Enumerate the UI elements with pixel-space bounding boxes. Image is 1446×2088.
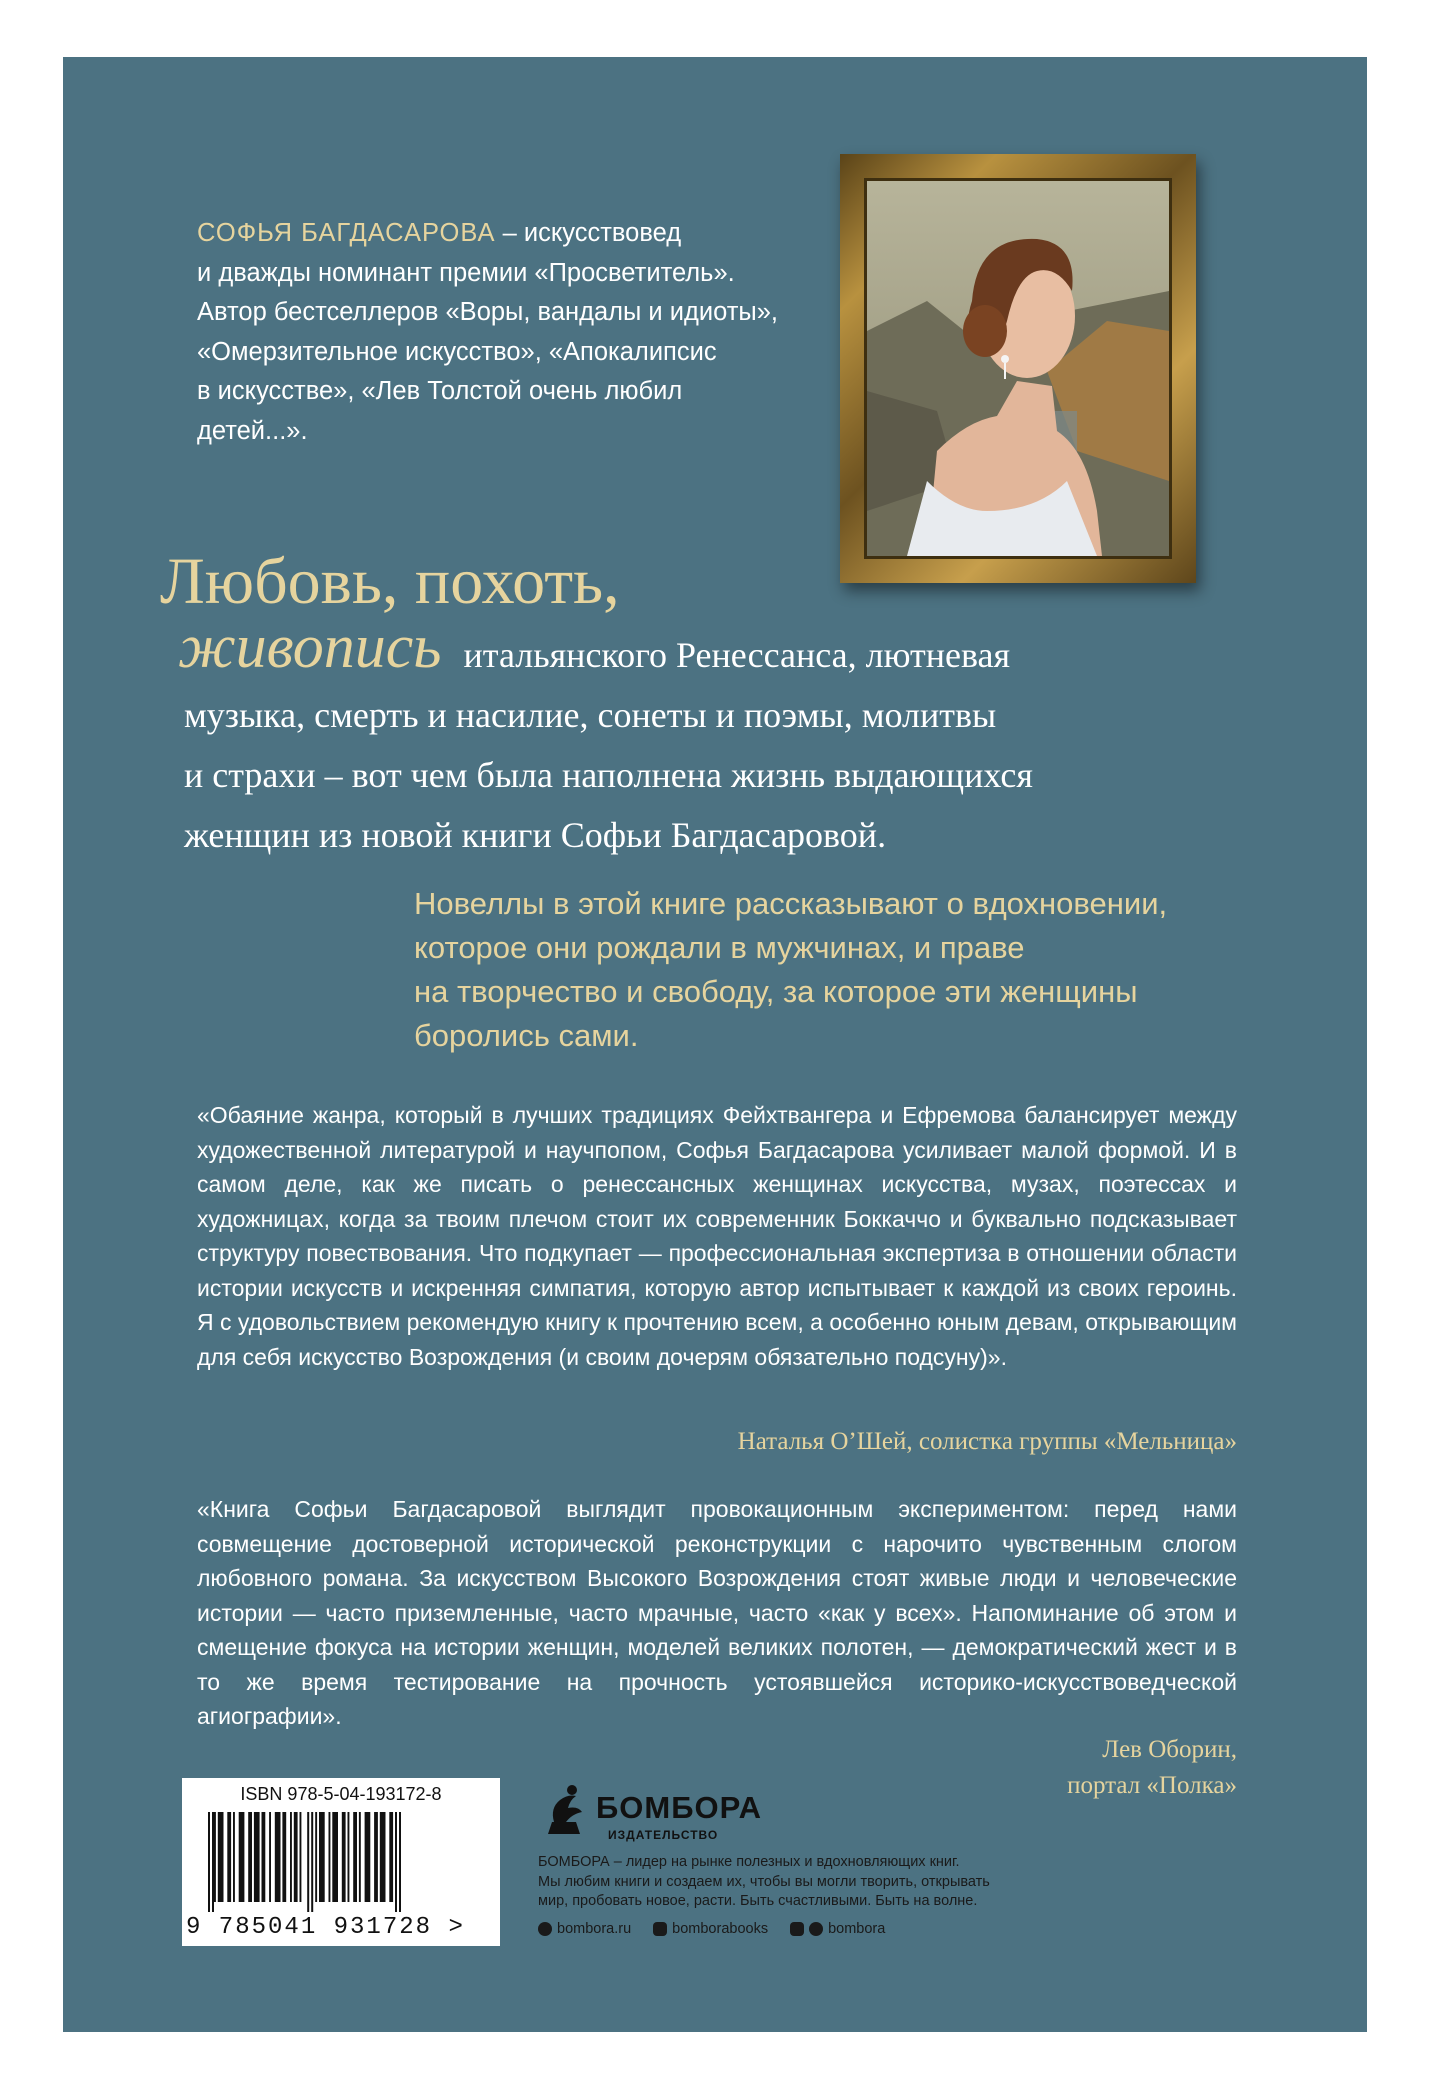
bio-line: «Омерзительное искусство», «Апокалипсис — [197, 337, 717, 366]
novellas-blurb — [414, 882, 1234, 1058]
barcode-bar — [282, 1812, 286, 1902]
vk-icon — [653, 1922, 667, 1936]
bio-line-1-rest: – искусствовед — [495, 219, 682, 247]
bio-line: Автор бестселлеров «Воры, вандалы и идиоты», — [197, 298, 779, 326]
barcode-panel — [182, 1778, 500, 1946]
publisher-name: БОМБОРА — [596, 1790, 762, 1825]
publisher-logo-icon — [538, 1782, 590, 1840]
novellas-line: боролись сами. — [414, 1018, 639, 1053]
barcode-bar — [227, 1812, 231, 1902]
headline-line-2-rest: итальянского Ренессанса, лютневая — [463, 635, 1011, 675]
headline-line: женщин из новой книги Софьи Багдасаровой. — [184, 815, 887, 855]
publisher-description — [538, 1853, 1058, 1912]
publisher-socials — [538, 1921, 1058, 1937]
review-attribution-2 — [800, 1732, 1237, 1804]
barcode-bar — [233, 1812, 235, 1902]
headline — [160, 545, 1260, 865]
novellas-line: которое они рождали в мужчинах, и праве — [414, 930, 1025, 965]
barcode-bar — [262, 1812, 266, 1902]
barcode-bar — [294, 1812, 298, 1902]
barcode-bars — [206, 1812, 476, 1912]
barcode-bar — [329, 1812, 331, 1902]
headline-line-2 — [160, 613, 1260, 685]
publisher-line: мир, пробовать новое, расти. Быть счастливыми. Быть на волне. — [538, 1893, 978, 1909]
ok-icon — [790, 1922, 804, 1936]
social-website-label: bombora.ru — [557, 1921, 632, 1937]
barcode-bar — [290, 1812, 292, 1902]
review-attribution-1: Наталья О’Шей, солистка группы «Мельница» — [737, 1428, 1237, 1455]
barcode-bar — [254, 1812, 260, 1902]
barcode-bar — [269, 1812, 271, 1902]
publisher-logo — [538, 1782, 768, 1842]
barcode-bar — [311, 1812, 313, 1912]
web-icon — [538, 1922, 552, 1936]
telegram-icon — [809, 1922, 823, 1936]
bio-line: и дважды номинант премии «Просветитель». — [197, 258, 735, 287]
social-website[interactable] — [538, 1921, 631, 1937]
barcode-bar — [212, 1812, 214, 1912]
barcode-bar — [342, 1812, 346, 1902]
author-bio — [197, 214, 797, 451]
barcode-bar — [374, 1812, 378, 1902]
barcode-bar — [353, 1812, 357, 1902]
barcode-bar — [359, 1812, 361, 1902]
bio-line: в искусстве», «Лев Толстой очень любил детей...». — [197, 377, 683, 445]
barcode-bar — [275, 1812, 281, 1902]
portrait-frame — [840, 154, 1196, 583]
portrait-painting — [864, 178, 1172, 559]
barcode-bar — [380, 1812, 386, 1902]
headline-line: и страхи – вот чем была наполнена жизнь выдающихся — [184, 755, 1033, 795]
barcode-bar — [389, 1812, 393, 1902]
portrait-illustration — [867, 181, 1169, 556]
attribution-source: портал «Полка» — [1067, 1772, 1237, 1799]
review-quote-2: «Книга Софьи Багдасаровой выглядит провокационным экспериментом: перед нами совмещение достоверной исторической реконструкции с нарочито чувственным слогом любовного романа. За искусством Высокого Возрождения стоят живые люди и человеческие истории — часто приземленные, часто мрачные, часто «как у всех». Напоминание об этом и смещение фокуса на истории женщин, моделей великих полотен, — демократический жест и в то же время тестирование на прочность устоявшейся историко-искусствоведческой агиографии». — [197, 1496, 1237, 1729]
publisher-line: Мы любим книги и создаем их, чтобы вы могли творить, открывать — [538, 1873, 990, 1890]
barcode-bar — [239, 1812, 245, 1902]
bio-line-1 — [197, 214, 797, 254]
publisher-line: БОМБОРА – лидер на рынке полезных и вдохновляющих книг. — [538, 1854, 960, 1870]
barcode-bar — [218, 1812, 224, 1902]
novellas-line: на творчество и свободу, за которое эти женщины — [414, 974, 1138, 1009]
headline-emphasis: живопись — [178, 613, 442, 681]
social-vk-label: bomborabooks — [672, 1921, 769, 1937]
attribution-name: Лев Оборин, — [1102, 1736, 1237, 1763]
author-name: СОФЬЯ БАГДАСАРОВА — [197, 219, 496, 247]
barcode-bar — [348, 1812, 350, 1902]
barcode-bar — [365, 1812, 371, 1902]
social-telegram[interactable] — [790, 1921, 885, 1937]
barcode-bar — [399, 1812, 401, 1912]
barcode-bar — [332, 1812, 338, 1902]
social-vk[interactable] — [653, 1921, 768, 1937]
barcode-digits: 9 785041 931728 > — [186, 1914, 465, 1941]
review-quote-1: «Обаяние жанра, который в лучших традициях Фейхтвангера и Ефремова балансирует между художественной литературой и научпопом, Софья Багдасарова усиливает малой формой. И в самом деле, как же писать о ренессансных женщинах искусства, музах, поэтессах и художницах, когда за твоим плечом стоит их современник Боккаччо и буквально подсказывает структуру повествования. Что подкупает — профессиональная экспертиза в отношении области истории искусств и искренняя симпатия, которую автор испытывает к каждой из своих героинь. Я с удовольствием рекомендую книгу к прочтению всем, а особенно юным девам, открывающим для себя искусство Возрождения (и своим дочерям обязательно подсуну)». — [197, 1102, 1237, 1370]
barcode-bar — [300, 1812, 302, 1902]
social-telegram-label: bombora — [828, 1921, 886, 1937]
headline-line: музыка, смерть и насилие, сонеты и поэмы, молитвы — [184, 695, 997, 735]
barcode-bar — [307, 1812, 309, 1912]
barcode-bar — [319, 1812, 325, 1902]
novellas-line: Новеллы в этой книге рассказывают о вдохновении, — [414, 886, 1168, 921]
barcode-bar — [248, 1812, 252, 1902]
barcode-bar — [214, 1812, 216, 1902]
publisher-subtitle: ИЗДАТЕЛЬСТВО — [608, 1828, 719, 1842]
barcode-bar — [208, 1812, 210, 1912]
isbn-label: ISBN 978-5-04-193172-8 — [240, 1784, 442, 1804]
headline-line-1: Любовь, похоть, — [160, 545, 620, 618]
barcode-bar — [315, 1812, 317, 1902]
barcode-bar — [395, 1812, 397, 1912]
